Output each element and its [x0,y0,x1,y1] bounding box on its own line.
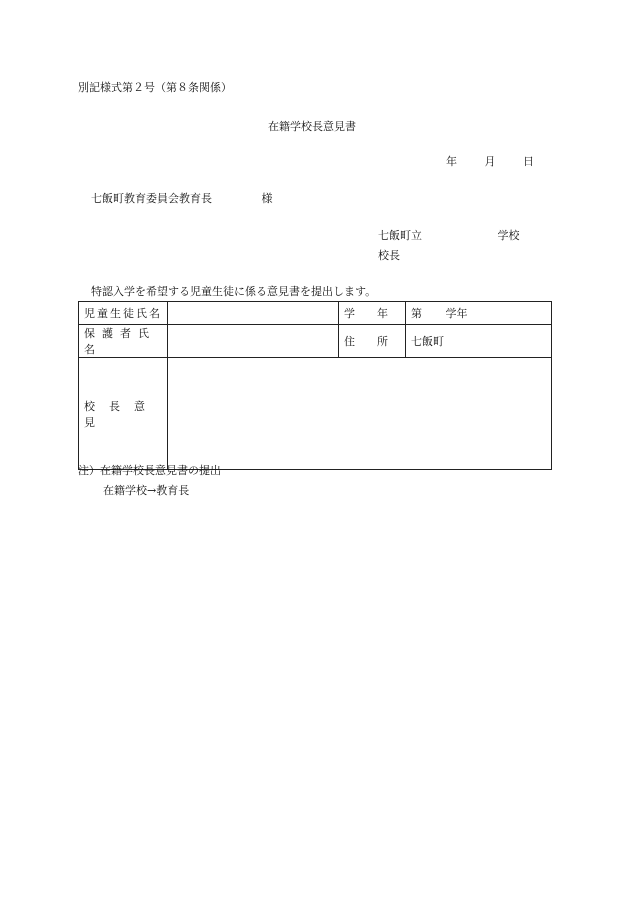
principal-opinion-field[interactable] [168,358,552,470]
note-line-2: 在籍学校→教育長 [103,484,190,497]
addressee-honorific: 様 [261,192,273,205]
note-line-1: 注）在籍学校長意見書の提出 [78,464,221,477]
date-line [446,156,534,167]
sender-prefix: 七飯町立 [378,229,422,242]
grade-label: 学 年 [339,302,406,325]
sender-line-1 [378,230,520,241]
student-name-label: 児童生徒氏名 [79,302,168,325]
table-row [79,358,552,470]
grade-prefix: 第 [411,307,422,320]
sender-suffix: 学校 [497,229,520,242]
day-unit: 日 [523,155,534,168]
intro-text: 特認入学を希望する児童生徒に係る意見書を提出します。 [91,285,377,298]
sender-line-2: 校長 [378,249,400,262]
grade-field[interactable] [406,302,552,325]
student-name-field[interactable] [168,302,339,325]
year-unit: 年 [446,155,457,168]
document-title: 在籍学校長意見書 [268,120,356,133]
guardian-name-field[interactable] [168,325,339,358]
address-label: 住 所 [339,325,406,358]
guardian-name-label: 保護者氏名 [79,325,168,358]
opinion-form-table [78,301,552,470]
address-field[interactable]: 七飯町 [406,325,552,358]
addressee-name: 七飯町教育委員会教育長 [91,192,212,205]
grade-suffix: 学年 [445,307,468,320]
form-reference: 別記様式第２号（第８条関係） [78,81,232,94]
table-row [79,325,552,358]
month-unit: 月 [484,155,496,168]
principal-opinion-label: 校長意見 [79,358,168,470]
table-row [79,302,552,325]
addressee [91,193,273,204]
